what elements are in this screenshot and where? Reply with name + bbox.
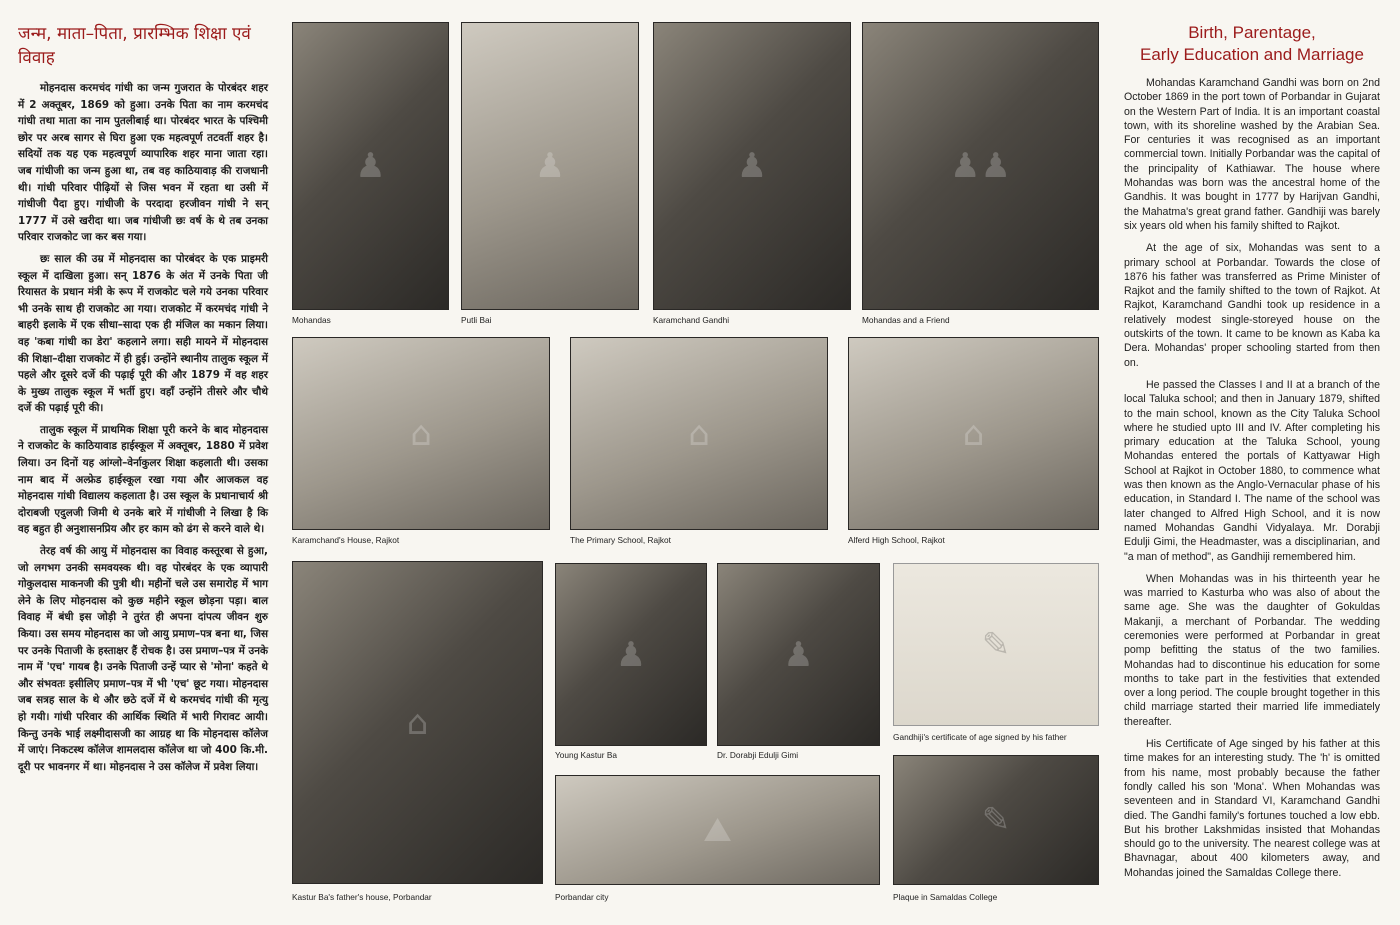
photo-putli-bai <box>461 22 639 310</box>
building-photo-icon: ⌂ <box>410 413 432 454</box>
caption-putli-bai: Putli Bai <box>461 315 492 325</box>
photo-young-kasturba <box>555 563 707 746</box>
portrait-photo-icon: ♟♟ <box>950 146 1011 186</box>
hindi-column <box>18 22 268 780</box>
caption-porbandar-city: Porbandar city <box>555 892 609 902</box>
english-paragraph: Mohandas Karamchand Gandhi was born on 2nd October 1869 in the port town of Porbandar in Gujarat on the Western Part of India. It is an important coastal town, with its shoreline washed by the Arabian Sea. For centuries it was recognised as an important commercial town. Initially Porbandar was the capital of the principality of Kathiawar. The house where Mohandas was born was the ancestral home of the Gandhis. It was bought in 1777 by Harijvan Gandhi, the Mahatma's great grand father. Gandhiji was barely six years old when his family shifted to Rajkot. <box>1124 77 1380 232</box>
english-title <box>1124 22 1380 66</box>
photo-plaque <box>893 755 1099 885</box>
caption-primary-school: The Primary School, Rajkot <box>570 535 671 545</box>
english-paragraph: He passed the Classes I and II at a branch of the local Taluka school; and then in January 1879, shifted to the main school, known as the City Taluka School where he studied upto III and IV. After completing his primary education at the Taluka School, young Mohandas entered the portals of Kattyawar High School at Rajkot in October 1880, to commence what was then known as the Anglo-Vernacular phase of his education, in Standard I. The name of the school was later changed to Alfred High School, and it is now named Mohandas Gandhi Vidyalaya. Mr. Dorabji Edulji Gimi, the Headmaster, was a disciplinarian, and "a man of method", as Gandhiji remembered him. <box>1124 378 1380 563</box>
photo-karamchand <box>653 22 851 310</box>
building-photo-icon: ⌂ <box>962 413 985 454</box>
document-photo-icon: ✎ <box>981 800 1011 840</box>
english-paragraph: At the age of six, Mohandas was sent to a primary school at Porbandar. Towards the close of 1876 his father was transferred as Prime Minister of Rajkot and the family shifted to the town of Rajkot. At Rajkot, Karamchand Gandhi took up residence in a relatively modest single-storeyed house on the outskirts of the town. It came to be known as Kaba ka Dera. Mohandas' proper schooling started from then on. <box>1124 242 1380 369</box>
hindi-paragraph: छः साल की उम्र में मोहनदास का पोरबंदर के एक प्राइमरी स्कूल में दाखिला हुआ। सन् 1876 के अंत में उनके पिता जी रियासत के प्रधान मंत्री के रूप में राजकोट चले गये उनका परिवार भी उनके साथ ही राजकोट आ गया। राजकोट में करमचंद गांधी ने बाहरी इलाके में एक सीधा–सादा एक ही मंजिल का मकान लिया। वह 'कबा गांधी का डेरा' कहलाने लगा। सही मायने में मोहनदास की शिक्षा–दीक्षा राजकोट में ही हुई। उन्होंने स्थानीय तालुक स्कूल में पहले और दूसरे दर्जे की पढ़ाई पूरी की और 1879 में वह शहर के मुख्य तालुक स्कूल में भर्ती हुए। वहाँ उन्होंने तीसरे और चौथे दर्जे की पढ़ाई पूरी की। <box>18 252 268 415</box>
portrait-photo-icon: ♟ <box>783 634 814 675</box>
photo-primary-school <box>570 337 828 530</box>
photo-kasturba-house <box>292 561 543 884</box>
photo-mohandas-friend <box>862 22 1099 310</box>
document-photo-icon: ✎ <box>981 624 1011 665</box>
caption-alferd-school: Alferd High School, Rajkot <box>848 535 945 545</box>
english-column <box>1124 22 1380 888</box>
photo-karamchand-house <box>292 337 550 530</box>
caption-young-kasturba: Young Kastur Ba <box>555 750 617 760</box>
building-photo-icon: ⌂ <box>688 413 710 454</box>
caption-mohandas-friend: Mohandas and a Friend <box>862 315 950 325</box>
portrait-photo-icon: ♟ <box>736 146 768 186</box>
hindi-paragraph: तालुक स्कूल में प्राथमिक शिक्षा पूरी करने के बाद मोहनदास ने राजकोट के काठियावाड हाईस्कूल में अक्तूबर, 1880 में प्रवेश लिया। उन दिनों यह आंग्लो–वेर्नाकुलर शिक्षा कहलाती थी। उसका नाम बाद में अल्फ्रेड हाईस्कूल रखा गया और आजकल वह मोहनदास गांधी विद्यालय कहलाता है। उस स्कूल के प्रधानाचार्य श्री दोराबजी एदुलजी जिमी थे उनके बारे में गांधीजी ने लिखा है कि वह बहुत ही अनुशासनप्रिय और हर काम को ढंग से करने वाले थे। <box>18 423 268 536</box>
english-paragraph: When Mohandas was in his thirteenth year he was married to Kasturba who was also of about the same age. She was the daughter of Gokuldas Makanji, a merchant of Porbandar. The wedding ceremonies were performed at Porbandar in great pomp befitting the status of the two families. Mohandas had to discontinue his education for some months to take part in the festivities that extended over a long period. The couple brought together in this child marriage started their married life immediately thereafter. <box>1124 572 1380 728</box>
photo-porbandar-city <box>555 775 880 885</box>
photo-mohandas <box>292 22 449 310</box>
caption-certificate: Gandhiji's certificate of age signed by his father <box>893 732 1067 742</box>
portrait-photo-icon: ♟ <box>355 146 386 186</box>
hindi-paragraph: मोहनदास करमचंद गांधी का जन्म गुजरात के पोरबंदर शहर में 2 अक्तूबर, 1869 को हुआ। उनके पिता का नाम करमचंद गांधी तथा माता का नाम पुतलीबाई था। पोरबंदर भारत के पश्चिमी छोर पर अरब सागर से घिरा हुआ एक महत्वपूर्ण तटवर्ती शहर है। सदियों तक यह एक महत्वपूर्ण व्यापारिक शहर माना जाता रहा। जब गांधीजी का जन्म हुआ था, तब वह काठियावाड़ की राजधानी थी। गांधी परिवार पीढ़ियों से जिस भवन में रहता था उसी में गांधीजी पैदा हुए। गांधीजी के परदादा हरजीवन गांधी ने सन् 1777 में उसे खरीदा था। जब गांधीजी छः वर्ष के थे तब उनका परिवार राजकोट जा कर बस गया। <box>18 82 268 244</box>
caption-gimi: Dr. Dorabji Edulji Gimi <box>717 750 799 760</box>
caption-karamchand-house: Karamchand's House, Rajkot <box>292 535 400 545</box>
hindi-title: जन्म, माता–पिता, प्रारम्भिक शिक्षा एवं विवाह <box>18 24 251 68</box>
caption-karamchand: Karamchand Gandhi <box>653 315 730 325</box>
photo-gimi <box>717 563 880 746</box>
caption-plaque: Plaque in Samaldas College <box>893 892 998 902</box>
caption-mohandas: Mohandas <box>292 315 331 325</box>
hindi-paragraph: तेरह वर्ष की आयु में मोहनदास का विवाह कस्तूरबा से हुआ, जो लगभग उनकी समवयस्क थी। वह पोरबंदर के एक व्यापारी गोकुलदास माकनजी की पुत्री थी। महीनों चले उस समारोह में भाग लेने के लिए मोहनदास को कुछ महीने स्कूल छोड़ना पड़ा। बाल विवाह में बंधी इस जोड़ी ने तुरंत ही अपना दांपत्य जीवन शुरु किया। उस समय मोहनदास का जो आयु प्रमाण–पत्र बना था, जिस पर उनके पिताजी के हस्ताक्षर हैं रोचक है। उस प्रमाण–पत्र में उनके नाम में 'एच' गायब है। उनके पिताजी उन्हें प्यार से 'मोना' कहते थे और संभवतः इसीलिए प्रमाण–पत्र में भी 'एच' छूट गया। मोहनदास जब सत्रह साल के थे और छठे दर्जे में थे करमचंद गांधी की मृत्यु हो गयी। गांधी परिवार की आर्थिक स्थिति में भारी गिरावट आयी। किन्तु उनके भाई लक्ष्मीदासजी का आग्रह था कि मोहनदास कॉलेज में जाएं। निकटस्थ कॉलेज शामलदास कॉलेज था जो 400 कि.मी. दूरी पर भावनगर में था। मोहनदास ने उस कॉलेज में प्रवेश लिया। <box>18 545 268 773</box>
landscape-photo-icon: ⛰ <box>703 810 732 850</box>
portrait-photo-icon: ♟ <box>534 146 566 186</box>
photo-certificate <box>893 563 1099 726</box>
english-title-line2: Early Education and Marriage <box>1140 45 1364 64</box>
caption-kasturba-house: Kastur Ba's father's house, Porbandar <box>292 892 432 902</box>
portrait-photo-icon: ♟ <box>615 634 647 675</box>
building-photo-icon: ⌂ <box>406 702 429 743</box>
photo-alferd-school <box>848 337 1099 530</box>
english-paragraph: His Certificate of Age singed by his father at this time makes for an interesting study. The 'h' is omitted from his name, most probably because the father fondly called his son 'Mona'. When Mohandas was seventeen and in Standard VI, Karamchand Gandhi died. The Gandhi family's fortunes touched a low ebb. But his brother Lakshmidas insisted that Mohandas should go to the university. The nearest college was at Bhavnagar, about 400 kilometers away, and Mohandas joined the Samaldas College there. <box>1124 738 1380 879</box>
english-title-line1: Birth, Parentage, <box>1188 23 1316 42</box>
